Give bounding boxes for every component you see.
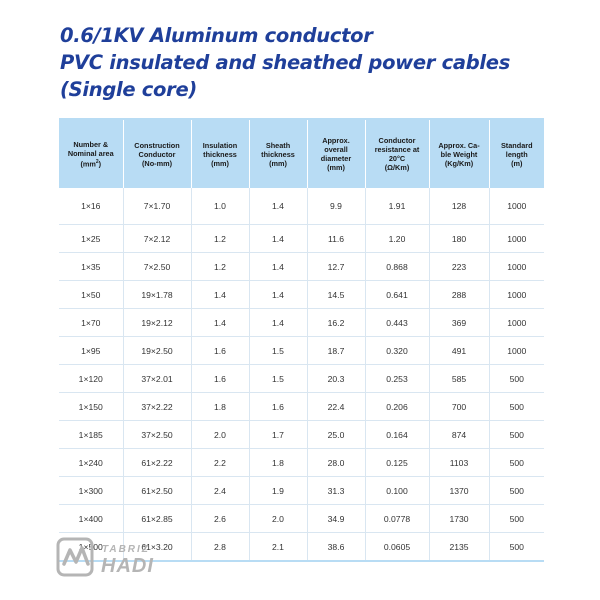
cell-construction: 37×2.22: [123, 393, 191, 421]
table-row: [59, 421, 544, 449]
header-resistance: Conductor resistance at 20°C (Ω/Km): [365, 119, 429, 188]
cell-length: 1000: [489, 253, 544, 281]
cell-length: 500: [489, 477, 544, 505]
cell-nominal-area: 1×70: [59, 309, 123, 337]
table-row: [59, 505, 544, 533]
cell-resistance: 0.868: [365, 253, 429, 281]
cell-diameter: 31.3: [307, 477, 365, 505]
cell-resistance: 0.164: [365, 421, 429, 449]
cell-resistance: 0.641: [365, 281, 429, 309]
table-row: [59, 253, 544, 281]
cell-sheath: 1.4: [249, 281, 307, 309]
cell-insulation: 1.2: [191, 225, 249, 253]
cell-weight: 874: [429, 421, 489, 449]
cell-sheath: 1.4: [249, 309, 307, 337]
cell-diameter: 34.9: [307, 505, 365, 533]
cell-diameter: 22.4: [307, 393, 365, 421]
cell-construction: 61×2.22: [123, 449, 191, 477]
cell-construction: 19×2.50: [123, 337, 191, 365]
company-logo: [56, 536, 176, 582]
cell-sheath: 1.4: [249, 188, 307, 225]
cable-spec-table: [59, 118, 544, 562]
cell-resistance: 0.443: [365, 309, 429, 337]
cell-insulation: 1.8: [191, 393, 249, 421]
cell-length: 500: [489, 505, 544, 533]
cell-length: 1000: [489, 188, 544, 225]
cell-resistance: 0.0778: [365, 505, 429, 533]
table-header-row: [59, 119, 544, 188]
cell-nominal-area: 1×16: [59, 188, 123, 225]
cell-diameter: 11.6: [307, 225, 365, 253]
cell-diameter: 25.0: [307, 421, 365, 449]
cell-diameter: 18.7: [307, 337, 365, 365]
table-row: [59, 309, 544, 337]
cell-length: 1000: [489, 309, 544, 337]
table-row: [59, 337, 544, 365]
cell-resistance: 1.91: [365, 188, 429, 225]
cell-weight: 700: [429, 393, 489, 421]
table-row: [59, 449, 544, 477]
cell-length: 500: [489, 421, 544, 449]
cell-sheath: 1.5: [249, 365, 307, 393]
table-row: [59, 225, 544, 253]
cell-insulation: 2.2: [191, 449, 249, 477]
cell-sheath: 1.8: [249, 449, 307, 477]
cell-length: 500: [489, 393, 544, 421]
cell-construction: 7×2.50: [123, 253, 191, 281]
cell-diameter: 16.2: [307, 309, 365, 337]
cell-nominal-area: 1×500: [59, 533, 123, 562]
cell-nominal-area: 1×95: [59, 337, 123, 365]
cell-sheath: 1.5: [249, 337, 307, 365]
cell-sheath: 2.1: [249, 533, 307, 562]
cell-construction: 61×3.20: [123, 533, 191, 562]
table-row: [59, 393, 544, 421]
cell-weight: 288: [429, 281, 489, 309]
cell-insulation: 1.6: [191, 337, 249, 365]
cell-construction: 7×2.12: [123, 225, 191, 253]
cell-construction: 61×2.50: [123, 477, 191, 505]
cell-weight: 180: [429, 225, 489, 253]
cell-nominal-area: 1×35: [59, 253, 123, 281]
cell-insulation: 2.4: [191, 477, 249, 505]
cell-sheath: 1.7: [249, 421, 307, 449]
cell-length: 1000: [489, 281, 544, 309]
header-weight: Approx. Ca- ble Weight (Kg/Km): [429, 119, 489, 188]
cell-weight: 585: [429, 365, 489, 393]
cell-length: 500: [489, 449, 544, 477]
cell-construction: 37×2.01: [123, 365, 191, 393]
logo-text-bottom: HADI: [101, 555, 154, 577]
cell-resistance: 0.0605: [365, 533, 429, 562]
table-row: [59, 365, 544, 393]
cell-length: 500: [489, 533, 544, 562]
cell-length: 500: [489, 365, 544, 393]
header-diameter: Approx. overall diameter (mm): [307, 119, 365, 188]
table-row: [59, 281, 544, 309]
cell-length: 1000: [489, 337, 544, 365]
cell-nominal-area: 1×240: [59, 449, 123, 477]
cell-nominal-area: 1×120: [59, 365, 123, 393]
cell-weight: 1370: [429, 477, 489, 505]
cell-weight: 1103: [429, 449, 489, 477]
cell-length: 1000: [489, 225, 544, 253]
cell-nominal-area: 1×50: [59, 281, 123, 309]
cell-resistance: 0.253: [365, 365, 429, 393]
header-construction: Construction Conductor (No-mm): [123, 119, 191, 188]
title-line-1: 0.6/1KV Aluminum conductor: [60, 24, 373, 47]
cell-weight: 1730: [429, 505, 489, 533]
cell-sheath: 2.0: [249, 505, 307, 533]
header-length: Standard length (m): [489, 119, 544, 188]
page-title: [60, 22, 510, 103]
table-body: [59, 188, 544, 561]
cell-weight: 128: [429, 188, 489, 225]
cell-diameter: 38.6: [307, 533, 365, 562]
cell-sheath: 1.6: [249, 393, 307, 421]
header-insulation: Insulation thickness (mm): [191, 119, 249, 188]
logo-text-top: TABRIZ: [102, 544, 150, 555]
cell-construction: 61×2.85: [123, 505, 191, 533]
cell-resistance: 0.125: [365, 449, 429, 477]
cell-diameter: 9.9: [307, 188, 365, 225]
cell-sheath: 1.4: [249, 253, 307, 281]
cell-insulation: 1.6: [191, 365, 249, 393]
header-nominal-area: Number & Nominal area $(mm^2)$: [59, 119, 123, 188]
cell-diameter: 12.7: [307, 253, 365, 281]
cell-construction: 19×1.78: [123, 281, 191, 309]
cell-insulation: 1.2: [191, 253, 249, 281]
header-sheath: Sheath thickness (mm): [249, 119, 307, 188]
cell-nominal-area: 1×25: [59, 225, 123, 253]
cell-sheath: 1.4: [249, 225, 307, 253]
cell-insulation: 2.0: [191, 421, 249, 449]
cell-insulation: 2.6: [191, 505, 249, 533]
cell-insulation: 2.8: [191, 533, 249, 562]
cell-insulation: 1.4: [191, 309, 249, 337]
cell-construction: 19×2.12: [123, 309, 191, 337]
cell-nominal-area: 1×400: [59, 505, 123, 533]
cell-weight: 223: [429, 253, 489, 281]
title-line-3: (Single core): [60, 78, 197, 101]
cell-nominal-area: 1×150: [59, 393, 123, 421]
cell-sheath: 1.9: [249, 477, 307, 505]
tabriz-hadi-logo-icon: [56, 536, 96, 578]
cell-diameter: 20.3: [307, 365, 365, 393]
cell-resistance: 1.20: [365, 225, 429, 253]
cell-weight: 2135: [429, 533, 489, 562]
cell-construction: 37×2.50: [123, 421, 191, 449]
cell-resistance: 0.320: [365, 337, 429, 365]
table-row: [59, 188, 544, 225]
table-row: [59, 477, 544, 505]
cell-diameter: 14.5: [307, 281, 365, 309]
cell-insulation: 1.0: [191, 188, 249, 225]
title-line-2: PVC insulated and sheathed power cables: [60, 51, 511, 74]
cell-resistance: 0.206: [365, 393, 429, 421]
cell-nominal-area: 1×185: [59, 421, 123, 449]
cell-nominal-area: 1×300: [59, 477, 123, 505]
cell-diameter: 28.0: [307, 449, 365, 477]
cell-weight: 491: [429, 337, 489, 365]
cell-resistance: 0.100: [365, 477, 429, 505]
cell-construction: 7×1.70: [123, 188, 191, 225]
cell-insulation: 1.4: [191, 281, 249, 309]
cell-weight: 369: [429, 309, 489, 337]
